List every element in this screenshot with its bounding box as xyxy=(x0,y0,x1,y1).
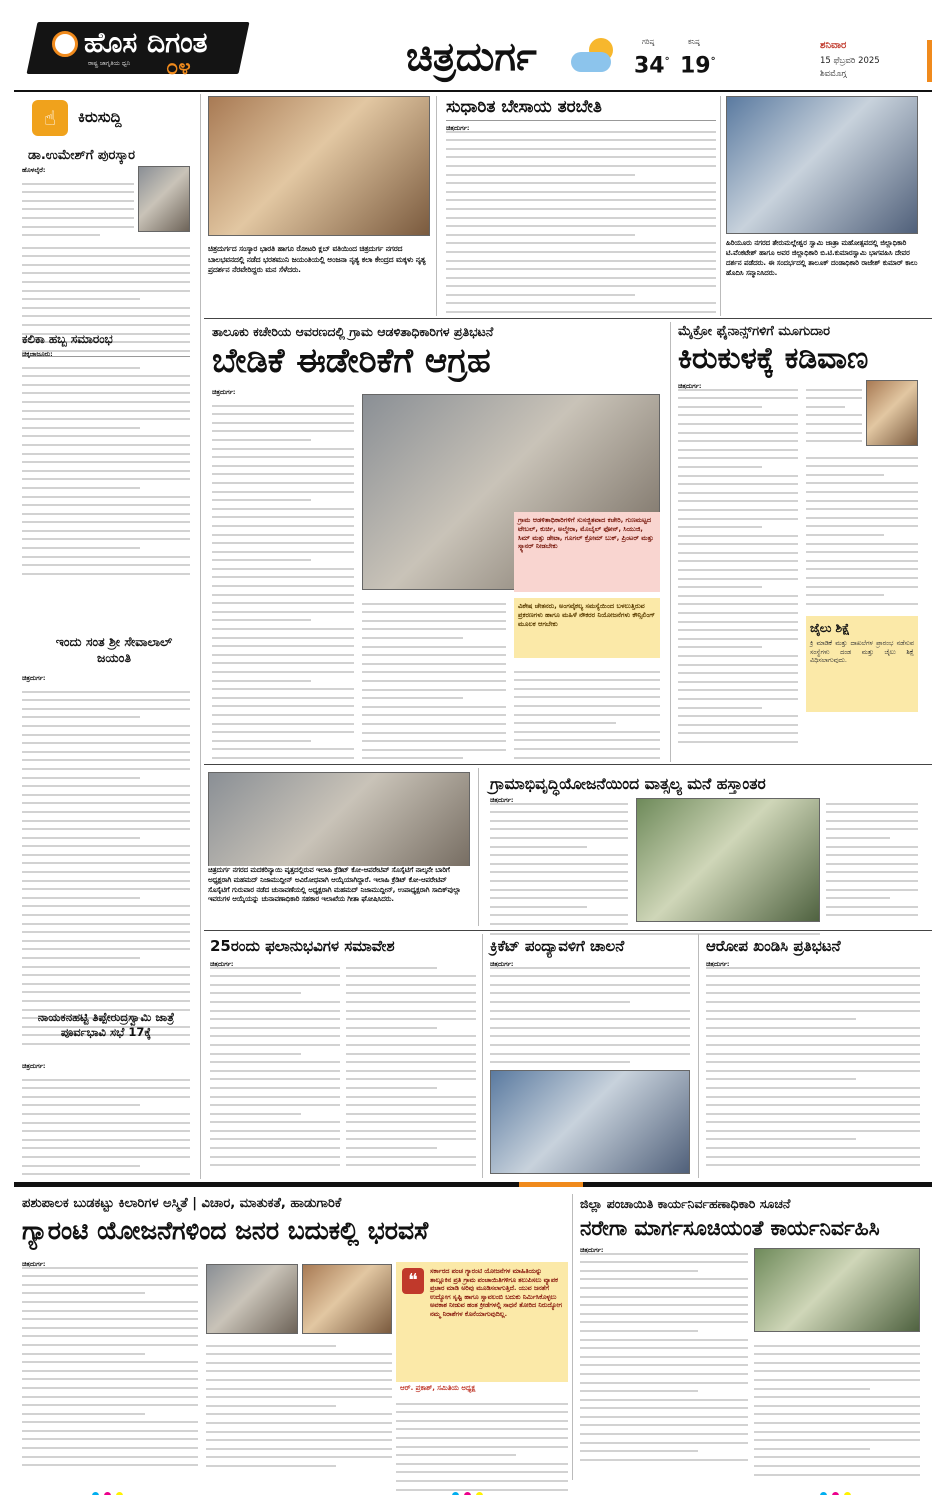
cricket-title: ಕ್ರಿಕೆಟ್ ಪಂದ್ಯಾವಳಿಗೆ ಚಾಲನೆ xyxy=(490,937,625,955)
temp-min-label: ಕನಿಷ್ಠ xyxy=(688,38,700,46)
row3-bottom-rule xyxy=(204,930,932,931)
paper-tagline: ರಾಷ್ಟ್ರ ಜಾಗೃತಿಯ ಧ್ವನಿ xyxy=(88,60,131,67)
kirusuddi-label: ಕಿರುಸುದ್ದಿ xyxy=(78,108,122,126)
row4-rule-a xyxy=(482,934,483,1178)
cricket-photo xyxy=(490,1070,690,1174)
masthead xyxy=(14,14,932,90)
brief-photo-umesh xyxy=(138,166,190,232)
row1-bottom-rule xyxy=(204,318,932,319)
jail-box-text: ಕ್ರಿ ಮಾಡಿಕೆ ಮತ್ತು ದಾಖಲೆಗಳ ಪ್ರಾರಂಭ ನಡೆಸುವ ಸಂಸ್ಥೆಗಳು ದಂಡ ಮತ್ತು ಜೈಲು ಶಿಕ್ಷೆ ವಿಧಿಸಲಾಗುವುದು. xyxy=(810,639,914,665)
brief-title-2: ಕಲಿಕಾ ಹಬ್ಬ ಸಮಾರಂಭ xyxy=(22,332,113,346)
microfinance-text-col3 xyxy=(806,450,918,605)
row2-rule xyxy=(670,322,671,762)
temp-max-label: ಗರಿಷ್ಠ xyxy=(642,38,655,46)
row4-rule-b xyxy=(698,934,699,1178)
protest-kicker: ತಾಲೂಕು ಕಚೇರಿಯ ಆವರಣದಲ್ಲಿ ಗ್ರಾಮ ಆಡಳಿತಾಧಿಕಾರಿಗಳ ಪ್ರತಿಭಟನೆ xyxy=(212,324,494,339)
protest-box-2 xyxy=(514,598,660,658)
beneficiaries-dateline: ಚಿತ್ರದುರ್ಗ: xyxy=(210,960,234,968)
guarantee-kicker: ಪಶುಪಾಲಕ ಬುಡಕಟ್ಟು ಕಿಲಾರಿಗಳ ಅಸ್ಮಿತೆ | ವಿಚಾರ, ಮಾತುಕತೆ, ಹಾಡುಗಾರಿಕೆ xyxy=(22,1196,342,1211)
house-photo xyxy=(636,798,820,922)
temp-min-value: 19 xyxy=(680,53,711,79)
house-text-col2 xyxy=(826,796,918,916)
nrega-kicker: ಜಿಲ್ಲಾ ಪಂಚಾಯಿತಿ ಕಾರ್ಯನಿರ್ವಹಣಾಧಿಕಾರಿ ಸೂಚನೆ xyxy=(580,1196,791,1211)
temp-max xyxy=(634,50,670,78)
masthead-orange-bar xyxy=(927,40,932,82)
brief-title-1: ಡಾ.ಉಮೇಶ್‌ಗೆ ಪುರಸ್ಕಾರ xyxy=(28,148,135,163)
kirusuddi-column xyxy=(14,94,198,1179)
house-dateline: ಚಿತ್ರದುರ್ಗ: xyxy=(490,796,514,804)
degree-symbol: ° xyxy=(710,56,716,67)
guarantee-quote-box xyxy=(396,1262,568,1382)
logo-icon xyxy=(52,31,78,57)
house-text-col1 xyxy=(490,796,628,925)
masthead-rule xyxy=(14,90,932,92)
farming-title: ಸುಧಾರಿತ ಬೇಸಾಯ ತರಬೇತಿ xyxy=(446,97,602,117)
temp-min xyxy=(680,50,716,78)
quote-icon: ❝ xyxy=(402,1268,424,1294)
guarantee-text-col3 xyxy=(396,1396,568,1491)
protest-text-col2 xyxy=(362,596,506,759)
house-title: ಗ್ರಾಮಾಭಿವೃದ್ಧಿಯೋಜನೆಯಿಂದ ವಾತ್ಸಲ್ಯ ಮನೆ ಹಸ್ತಾಂತರ xyxy=(490,775,766,793)
cricket-dateline: ಚಿತ್ರದುರ್ಗ: xyxy=(490,960,514,968)
hand-icon: ☝ xyxy=(32,100,68,136)
dance-caption: ಚಿತ್ರದುರ್ಗದ ಸಂಸ್ಕಾರ ಭಾರತಿ ಹಾಗೂ ರೋಟರಿ ಕ್ಲಬ್ ವತಿಯಿಂದ ಚಿತ್ರದುರ್ಗ ನಗರದ ಬಾಲಭವನದಲ್ಲಿ ನಡೆದ ಭರತಮುನಿ ಜಯಂತಿಯಲ್ಲಿ ಅಂಜನಾ ನೃತ್ಯ ಕಲಾ ಕೇಂದ್ರದ ಮಕ್ಕಳು ನೃತ್ಯ ಪ್ರದರ್ಶನ ನೆರವೇರಿದ್ದರು ಮನ ಸೆಳೆದರು. xyxy=(208,244,426,275)
brief-dateline-1: ಹೊಳಲ್ಕೆರೆ: xyxy=(22,166,46,174)
allegation-text xyxy=(706,960,920,1166)
section-band xyxy=(14,1182,932,1187)
nrega-dateline: ಚಿತ್ರದುರ್ಗ: xyxy=(580,1246,604,1254)
nrega-photo xyxy=(754,1248,920,1332)
registration-marks-center xyxy=(452,1484,492,1492)
guarantee-text-col2 xyxy=(206,1338,392,1467)
brief-dateline-4: ಚಿತ್ರದುರ್ಗ: xyxy=(22,1062,46,1070)
bottom-row-rule xyxy=(572,1194,573,1480)
registration-marks-left xyxy=(92,1484,132,1492)
temple-caption: ಹಿರಿಯೂರು ನಗರದ ತೇರುಮಲ್ಲೇಶ್ವರ ಸ್ವಾಮಿ ಜಾತ್ರಾ ಮಹೋತ್ಸವದಲ್ಲಿ ಜಿಲ್ಲಾಧಿಕಾರಿ ಟಿ.ವೆಂಕಟೇಶ್ ಹಾಗೂ ಅವರ ಜಿಲ್ಲಾಧಿಕಾರಿ ಬಿ.ಟಿ.ಕುಮಾರಸ್ವಾಮಿ ಭಾಗವಹಿಸಿ ದೇವರ ದರ್ಶನ ಪಡೆದರು. ಈ ಸಂದರ್ಭದಲ್ಲಿ ತಾಲೂಕ್ ದಂಡಾಧಿಕಾರಿ ರಾಜೇಶ್ ಕುಮಾರ್ ಕಾಲು ಹೊದಿಸಿ ಸನ್ಮಾನಿಸಿದರು. xyxy=(726,239,918,277)
guarantee-quote-by: ಆರ್. ಪ್ರಕಾಶ್, ಸಮಿತಿಯ ಅಧ್ಯಕ್ಷ xyxy=(400,1384,476,1392)
allegation-title: ಆರೋಪ ಖಂಡಿಸಿ ಪ್ರತಿಭಟನೆ xyxy=(706,937,841,955)
temp-max-value: 34 xyxy=(634,53,665,79)
nrega-text-col2 xyxy=(754,1338,920,1476)
farming-title-rule xyxy=(446,120,716,121)
microfinance-title: ಕಿರುಕುಳಕ್ಕೆ ಕಡಿವಾಣ xyxy=(678,341,869,376)
edition-date: 15 ಫೆಬ್ರವರಿ 2025 xyxy=(820,56,880,66)
guarantee-dateline: ಚಿತ್ರದುರ್ಗ: xyxy=(22,1260,46,1268)
row3-rule xyxy=(478,768,479,926)
row2-bottom-rule xyxy=(204,764,932,765)
jail-box-title: ಜೈಲು ಶಿಕ್ಷೆ xyxy=(810,621,850,635)
protest-text-col1 xyxy=(212,398,354,759)
guarantee-text-col1 xyxy=(22,1260,198,1466)
protest-box-2-text: ವಿಶೇಷ ಚೇತನರು, ಅಂಗವೈಕಲ್ಯ ಸಮಸ್ಯೆಯಿಂದ ಬಳಲುತ್ತಿರುವ ಪ್ರಕರಣಗಳು ಹಾಗೂ ಮಹಿಳೆ ನೌಕರರ ನಿಯೋಜನೆಗಳು ಕೌನ್ಸಿಲಿಂಗ್ ಮೂಲಕ ಆಗಬೇಕು xyxy=(518,602,655,628)
section-title: ಚಿತ್ರದುರ್ಗ xyxy=(406,33,537,80)
dance-photo xyxy=(208,96,430,236)
edition-city: ಶಿವಮೊಗ್ಗ xyxy=(820,69,847,79)
edition-day: ಶನಿವಾರ xyxy=(820,40,847,51)
beneficiaries-title: 25ರಂದು ಫಲಾನುಭವಿಗಳ ಸಮಾವೇಶ xyxy=(210,937,395,955)
kirusuddi-header xyxy=(32,100,182,138)
paper-name: ಹೊಸ ದಿಗಂತ xyxy=(84,26,208,59)
brief-dateline-2: ಚಿಕ್ಕಜಾಜೂರು: xyxy=(22,350,53,358)
cricket-text xyxy=(490,960,690,1063)
brief-text-3 xyxy=(22,684,190,1045)
beneficiaries-text-col2 xyxy=(346,960,476,1166)
guarantee-photo-2 xyxy=(302,1264,392,1334)
brief-text-1 xyxy=(22,176,134,236)
farming-text xyxy=(446,124,716,313)
allegation-dateline: ಚಿತ್ರದುರ್ಗ: xyxy=(706,960,730,968)
microfinance-dateline: ಚಿತ್ರದುರ್ಗ: xyxy=(678,382,702,390)
microfinance-text-col2 xyxy=(806,382,862,442)
protest-dateline: ಚಿತ್ರದುರ್ಗ: xyxy=(212,388,236,396)
beneficiaries-text-col1 xyxy=(210,960,340,1166)
guarantee-title: ಗ್ಯಾರಂಟಿ ಯೋಜನೆಗಳಿಂದ ಜನರ ಬದುಕಲ್ಲಿ ಭರವಸೆ xyxy=(22,1216,429,1245)
brief-title-4: ನಾಯಕನಹಟ್ಟಿ ತಿಪ್ಪೇರುದ್ರಸ್ವಾಮಿ ಜಾತ್ರೆ ಪೂರ್ವಭಾವಿ ಸಭೆ 17ಕ್ಕೆ xyxy=(37,1010,175,1039)
brief-dateline-3: ಚಿತ್ರದುರ್ಗ: xyxy=(22,674,46,682)
protest-box-1-text: ಗ್ರಾಮ ಆಡಳಿತಾಧಿಕಾರಿಗಳಿಗೆ ಸುಸಜ್ಜಿತವಾದ ಕಚೇರಿ, ಗುಣಮಟ್ಟದ ಟೇಬಲ್, ಕುರ್ಚಿ, ಅಲ್ಮೇರಾ, ಮೊಬೈಲ್ ಫೋನ್, ಸಿಯುಜಿ, ಸಿಮ್ ಮತ್ತು ಡೇಟಾ, ಗೂಗಲ್ ಕ್ರೋಮ್ ಬುಕ್, ಪ್ರಿಂಟರ್ ಮತ್ತು ಸ್ಕ್ಯಾನರ್ ನೀಡಬೇಕು xyxy=(518,516,654,551)
microfinance-text-col1 xyxy=(678,382,798,743)
guarantee-photo-1 xyxy=(206,1264,298,1334)
page-number: ೦೪ xyxy=(166,55,191,80)
nrega-text-col1 xyxy=(580,1246,748,1461)
brief-title-3: ಇಂದು ಸಂತ ಶ್ರೀ ಸೇವಾಲಾಲ್ ಜಯಂತಿ xyxy=(55,634,173,665)
nrega-title: ನರೇಗಾ ಮಾರ್ಗಸೂಚಿಯಂತೆ ಕಾರ್ಯನಿರ್ವಹಿಸಿ xyxy=(580,1216,880,1240)
degree-symbol: ° xyxy=(664,56,670,67)
row1-rule-b xyxy=(720,96,721,316)
row1-rule-a xyxy=(436,96,437,316)
temple-photo xyxy=(726,96,918,234)
left-column-rule xyxy=(200,94,201,1179)
guarantee-quote-text: ಸರ್ಕಾರದ ಪಂಚ ಗ್ಯಾರಂಟಿ ಯೋಜನೆಗಳ ಮಾಹಿತಿಯನ್ನು ತಾಲ್ಲೂಕಿನ ಪ್ರತಿ ಗ್ರಾಮ ಪಂಚಾಯಿತಿಗಳಿಗೂ ತಲುಪಿಸಲು ವ್ಯಾಪಕ ಪ್ರಚಾರ ಮಾಡಿ ಅರಿವು ಮೂಡಿಸಲಾಗುತ್ತಿದೆ. ಯುವ ಜನತೆಗೆ ಉದ್ಯೋಗ ಸೃಷ್ಟಿ ಹಾಗೂ ಸ್ವಾವಲಂಬಿ ಬದುಕು ನಿರ್ಮಿಸಿಕೊಳ್ಳಲು ಅವಕಾಶ ನೀಡುವ ಹಂತ ಕ್ರೀಡೆಗಳಲ್ಲಿ ಸಾಧನೆ ತೋರಿದ ನಿರುದ್ಯೋಗ ನಮ್ಮ ನಿರಾಶೆಗಳ ಕೊನೆಯಾಗುವುದಿಲ್ಲ. xyxy=(430,1267,562,1318)
protest-text-col3 xyxy=(514,664,660,759)
brief-text-2 xyxy=(22,360,190,575)
jail-box xyxy=(806,616,918,712)
microfinance-photo xyxy=(866,380,918,446)
registration-marks-right xyxy=(820,1484,860,1492)
weather-icon xyxy=(569,38,619,76)
farming-dateline: ಚಿತ್ರದುರ್ಗ: xyxy=(446,124,470,132)
microfinance-kicker: ಮೈಕ್ರೋ ಫೈನಾನ್ಸ್‌ಗಳಿಗೆ ಮೂಗುದಾರ xyxy=(678,324,830,339)
credit-society-caption-visible: ಚಿತ್ರದುರ್ಗ ನಗರದ ಮದಕರಿನ್ಯಾಯಿ ವೃತ್ತದಲ್ಲಿರುವ ಇಲಾಹಿ ಕ್ರೆಡಿಟ್ ಕೋ-ಆಪರೇಟಿವ್ ಸೊಸೈಟಿಗೆ ನಾಲ್ಕನೇ ಬಾರಿಗೆ ಅಧ್ಯಕ್ಷರಾಗಿ ಮಹಮದ್ ನಿಜಾಮುದ್ದೀನ್ ಅವಿರೋಧವಾಗಿ ಆಯ್ಕೆಯಾಗಿದ್ದಾರೆ. ಇಲಾಹಿ ಕ್ರೆಡಿಟ್ ಕೋ-ಆಪರೇಟಿವ್ ಸೊಸೈಟಿಗೆ ಗುರುವಾರ ನಡೆದ ಚುನಾವಣೆಯಲ್ಲಿ ಅಧ್ಯಕ್ಷರಾಗಿ ಮಹಮದ್ ನಿಜಾಮುದ್ದೀನ್, ಉಪಾಧ್ಯಕ್ಷರಾಗಿ ಸಾದಿಕ್‌ವುಲ್ಲಾ ಇವರುಗಳ ಆಯ್ಕೆಯನ್ನು ಚುನಾವಣಾಧಿಕಾರಿ ಸಹಕಾರ ಇಲಾಖೆಯ ಗೀತಾ ಘೋಷಿಸಿದರು. xyxy=(208,866,470,905)
protest-title: ಬೇಡಿಕೆ ಈಡೇರಿಕೆಗೆ ಆಗ್ರಹ xyxy=(212,341,491,381)
protest-box-1 xyxy=(514,512,660,592)
brief-text-4 xyxy=(22,1072,190,1175)
